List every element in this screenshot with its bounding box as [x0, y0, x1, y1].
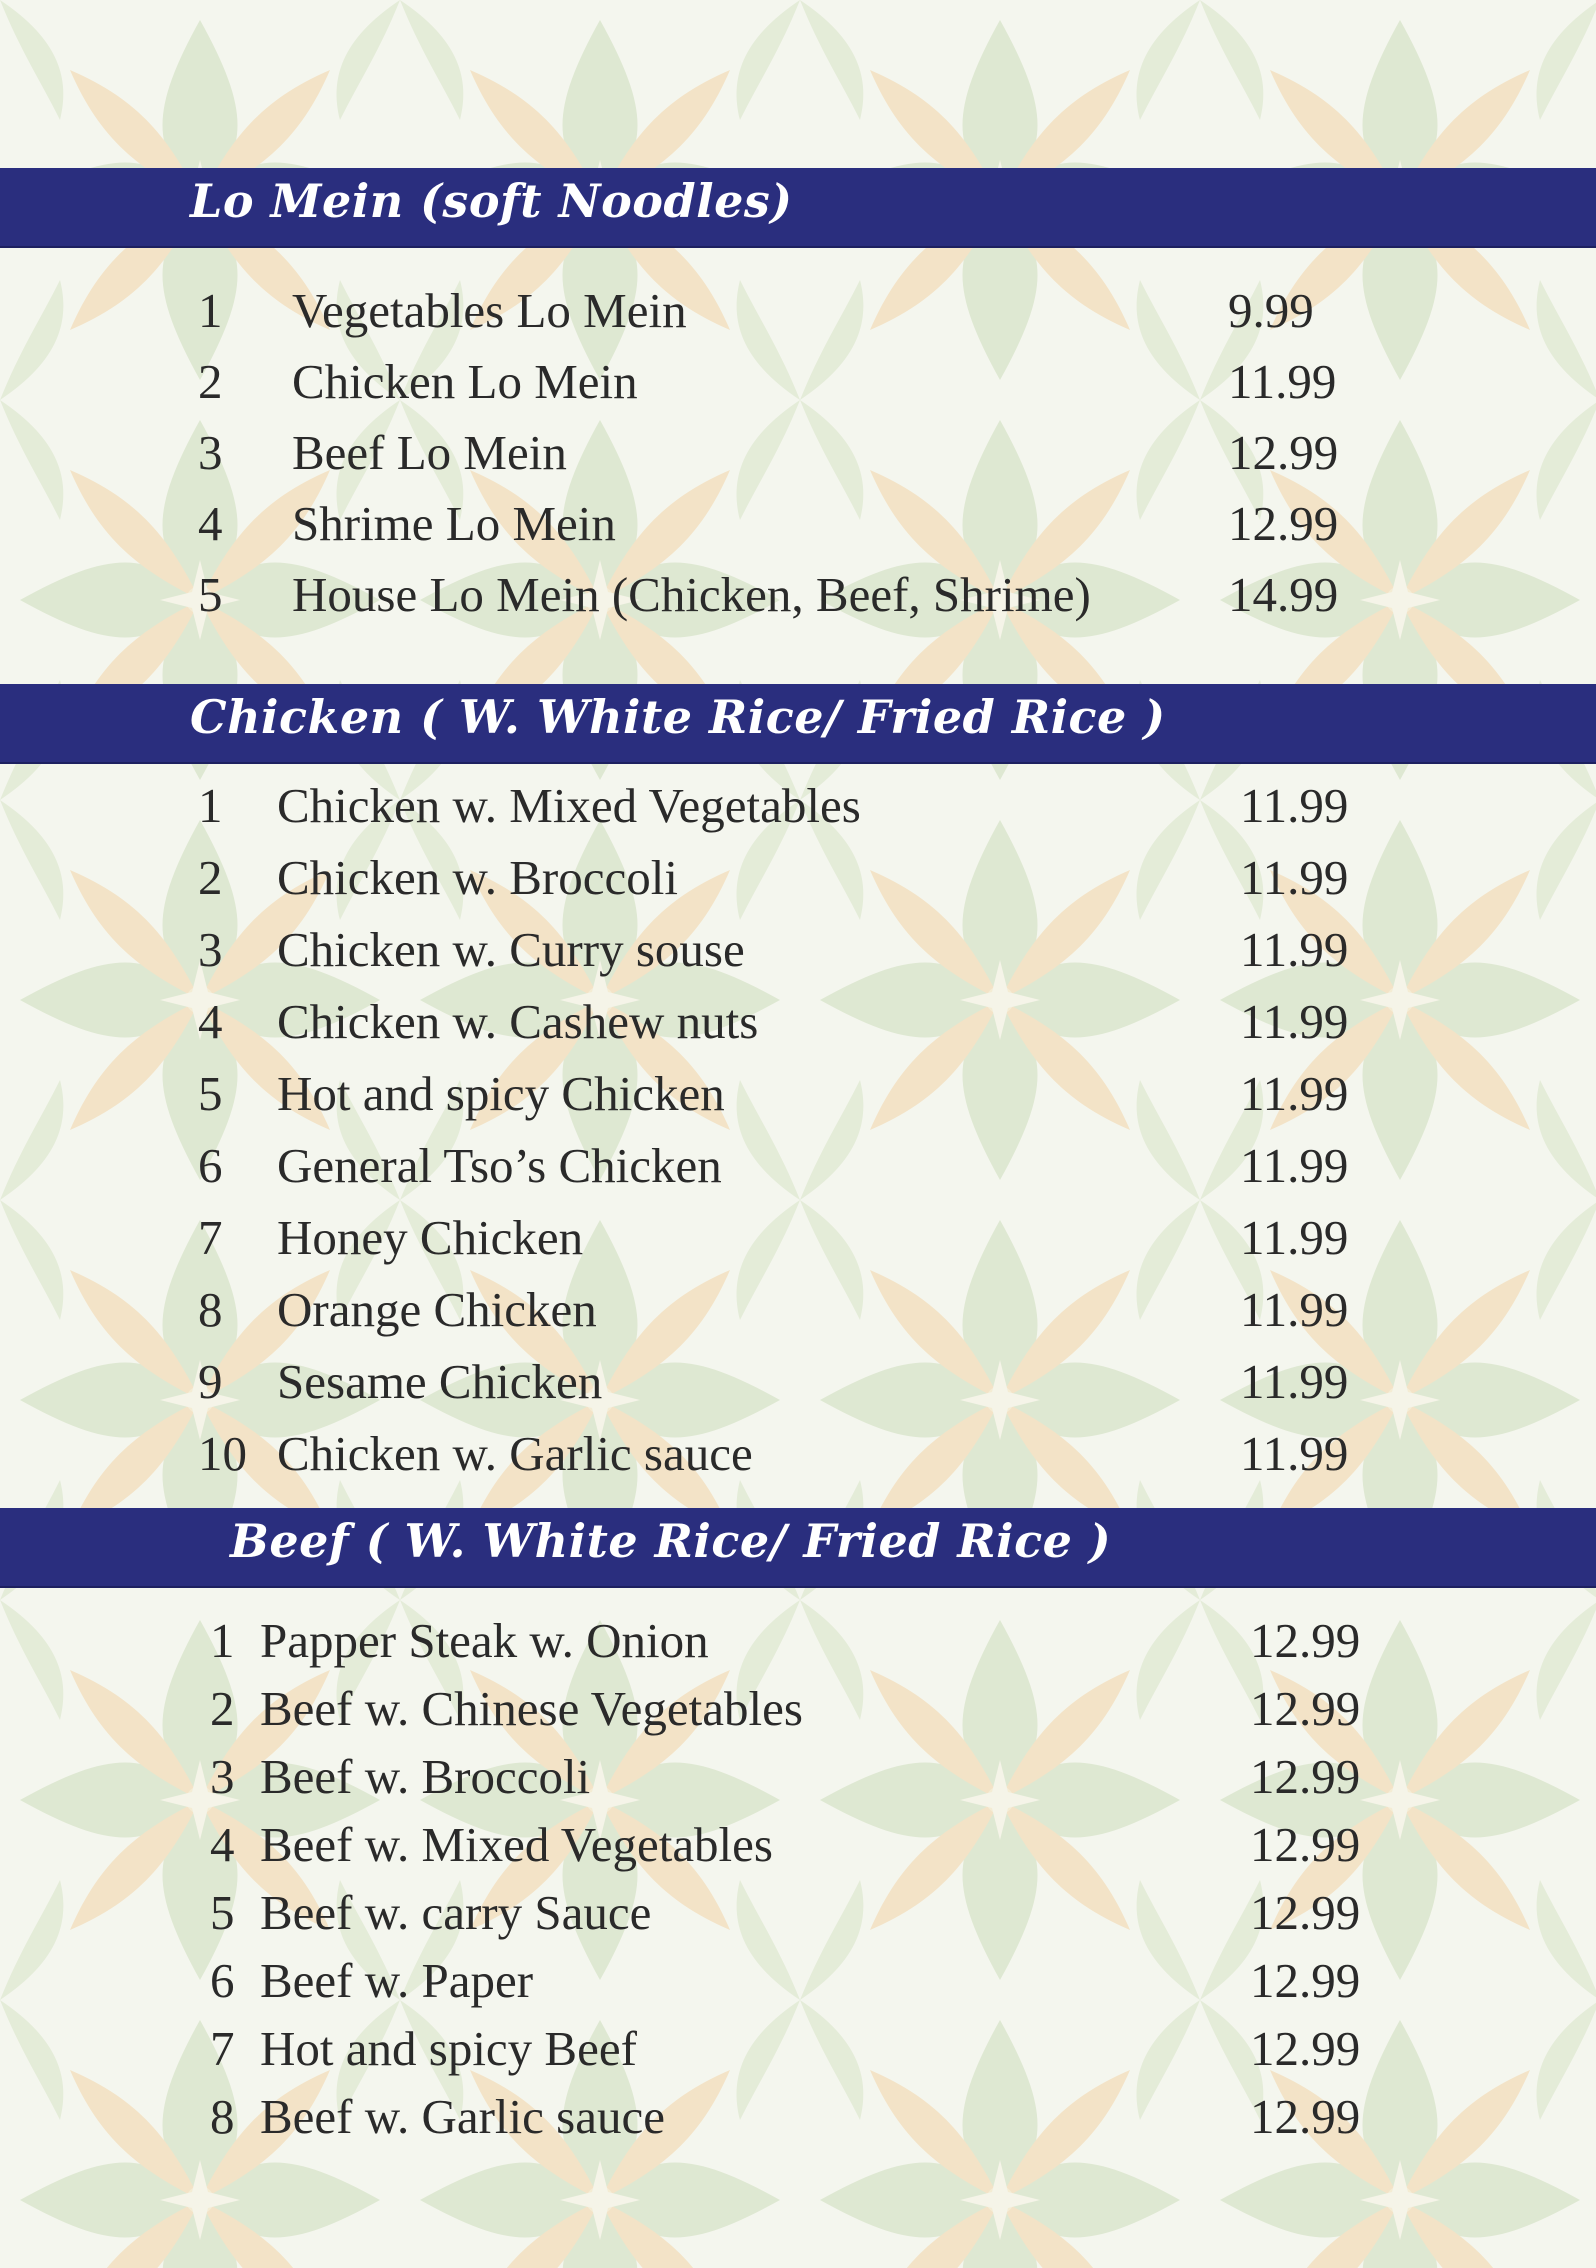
item-name: Beef w. Garlic sauce — [260, 2089, 665, 2144]
item-name: Hot and spicy Chicken — [277, 1066, 725, 1121]
item-price: 11.99 — [1240, 1066, 1349, 1121]
item-number: 3 — [198, 922, 223, 977]
item-name: Papper Steak w. Onion — [260, 1613, 709, 1668]
item-price: 11.99 — [1240, 850, 1349, 905]
menu-item — [0, 1065, 1596, 1127]
item-price: 12.99 — [1250, 1885, 1361, 1940]
item-price: 11.99 — [1240, 922, 1349, 977]
item-number: 3 — [198, 425, 223, 480]
menu-item — [0, 282, 1596, 344]
item-name: Orange Chicken — [277, 1282, 597, 1337]
item-number: 1 — [210, 1613, 235, 1668]
item-name: Chicken w. Garlic sauce — [277, 1426, 753, 1481]
menu-item — [0, 921, 1596, 983]
item-number: 4 — [198, 496, 223, 551]
item-number: 9 — [198, 1354, 223, 1409]
menu-item — [0, 1680, 1596, 1742]
item-price: 12.99 — [1250, 1613, 1361, 1668]
section-banner-beef — [0, 1508, 1596, 1586]
menu-item — [0, 424, 1596, 486]
item-name: Beef Lo Mein — [292, 425, 567, 480]
item-name: Beef w. Chinese Vegetables — [260, 1681, 803, 1736]
menu-item — [0, 353, 1596, 415]
menu-item — [0, 1884, 1596, 1946]
menu-item — [0, 1209, 1596, 1271]
item-number: 3 — [210, 1749, 235, 1804]
item-number: 1 — [198, 283, 223, 338]
item-number: 2 — [210, 1681, 235, 1736]
menu-item — [0, 1612, 1596, 1674]
item-name: Hot and spicy Beef — [260, 2021, 637, 2076]
item-number: 2 — [198, 354, 223, 409]
section-banner-lo-mein — [0, 168, 1596, 246]
menu-item — [0, 2020, 1596, 2082]
item-price: 11.99 — [1240, 778, 1349, 833]
menu-item — [0, 495, 1596, 557]
item-name: Beef w. Broccoli — [260, 1749, 591, 1804]
item-name: Chicken w. Broccoli — [277, 850, 678, 905]
item-price: 11.99 — [1240, 1210, 1349, 1265]
item-name: General Tso’s Chicken — [277, 1138, 722, 1193]
item-name: Beef w. Mixed Vegetables — [260, 1817, 773, 1872]
item-price: 12.99 — [1228, 496, 1339, 551]
menu-item — [0, 1281, 1596, 1343]
item-price: 12.99 — [1250, 2021, 1361, 2076]
item-number: 1 — [198, 778, 223, 833]
menu-item — [0, 777, 1596, 839]
item-name: Shrime Lo Mein — [292, 496, 616, 551]
item-price: 11.99 — [1240, 1138, 1349, 1193]
item-number: 6 — [198, 1138, 223, 1193]
menu-item — [0, 1952, 1596, 2014]
item-price: 14.99 — [1228, 567, 1339, 622]
item-number: 4 — [210, 1817, 235, 1872]
item-name: Beef w. carry Sauce — [260, 1885, 652, 1940]
item-price: 12.99 — [1250, 1749, 1361, 1804]
menu-item — [0, 849, 1596, 911]
item-price: 12.99 — [1250, 1817, 1361, 1872]
item-number: 6 — [210, 1953, 235, 2008]
item-price: 11.99 — [1240, 1282, 1349, 1337]
item-price: 11.99 — [1240, 1354, 1349, 1409]
item-number: 7 — [210, 2021, 235, 2076]
menu-item — [0, 1816, 1596, 1878]
menu-item — [0, 1353, 1596, 1415]
item-price: 12.99 — [1228, 425, 1339, 480]
item-number: 5 — [198, 1066, 223, 1121]
item-number: 5 — [210, 1885, 235, 1940]
item-name: Chicken w. Cashew nuts — [277, 994, 759, 1049]
menu-item — [0, 1748, 1596, 1810]
item-number: 5 — [198, 567, 223, 622]
section-title: Chicken ( W. White Rice/ Fried Rice ) — [190, 690, 1166, 744]
menu-item — [0, 1425, 1596, 1487]
menu-item — [0, 566, 1596, 628]
item-name: Beef w. Paper — [260, 1953, 534, 2008]
item-number: 4 — [198, 994, 223, 1049]
item-price: 12.99 — [1250, 2089, 1361, 2144]
item-name: Honey Chicken — [277, 1210, 584, 1265]
item-number: 2 — [198, 850, 223, 905]
menu-item — [0, 1137, 1596, 1199]
section-title: Lo Mein (soft Noodles) — [190, 174, 793, 228]
section-banner-chicken — [0, 684, 1596, 762]
section-title: Beef ( W. White Rice/ Fried Rice ) — [230, 1514, 1112, 1568]
menu-item — [0, 993, 1596, 1055]
item-price: 11.99 — [1240, 994, 1349, 1049]
item-number: 8 — [210, 2089, 235, 2144]
item-number: 8 — [198, 1282, 223, 1337]
item-name: Chicken w. Curry souse — [277, 922, 745, 977]
item-number: 10 — [198, 1426, 247, 1481]
item-price: 12.99 — [1250, 1953, 1361, 2008]
item-name: Sesame Chicken — [277, 1354, 603, 1409]
item-price: 12.99 — [1250, 1681, 1361, 1736]
item-name: Chicken Lo Mein — [292, 354, 638, 409]
item-name: Chicken w. Mixed Vegetables — [277, 778, 861, 833]
menu-item — [0, 2088, 1596, 2150]
item-price: 11.99 — [1240, 1426, 1349, 1481]
item-name: Vegetables Lo Mein — [292, 283, 687, 338]
item-number: 7 — [198, 1210, 223, 1265]
item-price: 11.99 — [1228, 354, 1337, 409]
item-price: 9.99 — [1228, 283, 1314, 338]
item-name: House Lo Mein (Chicken, Beef, Shrime) — [292, 567, 1091, 622]
